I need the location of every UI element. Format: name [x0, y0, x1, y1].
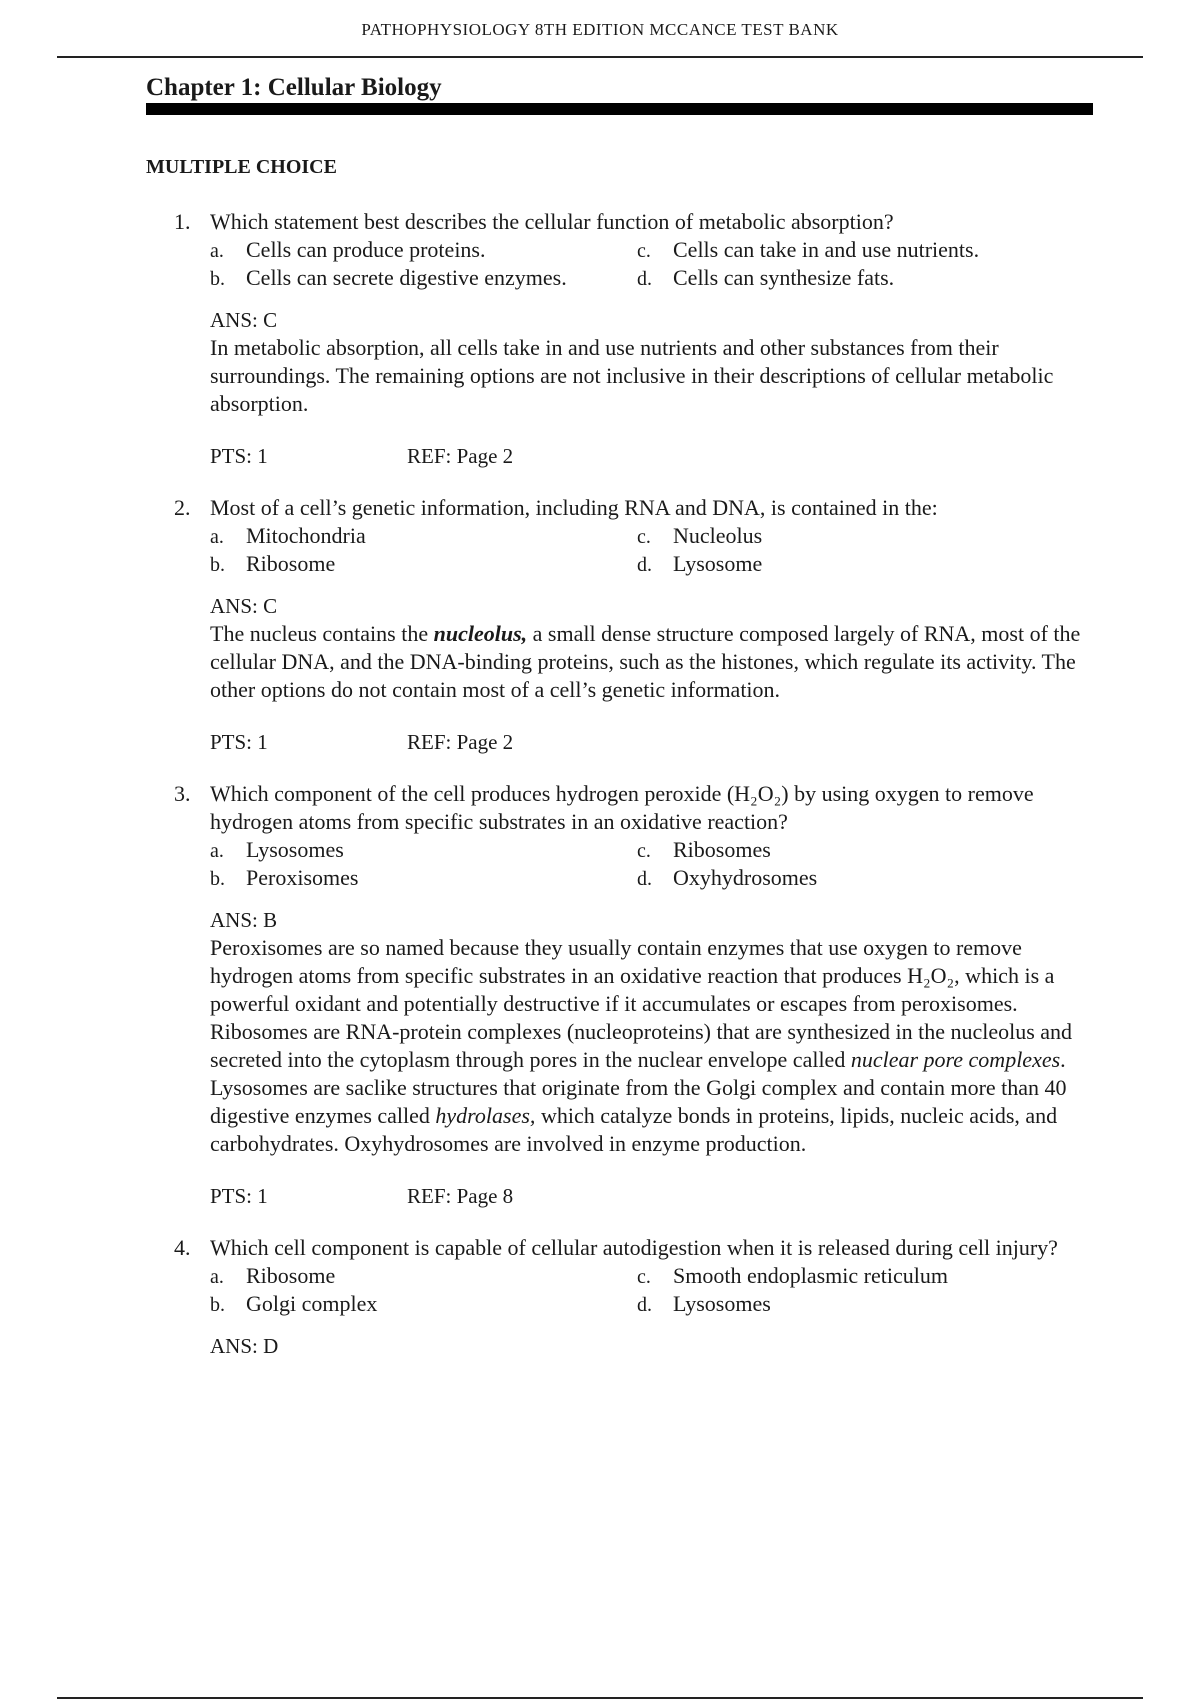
answer-options [210, 522, 1090, 578]
answer-options [210, 836, 1090, 892]
answer-key: ANS: D [210, 1334, 279, 1358]
question-stem [0, 780, 1200, 836]
question-meta [210, 1182, 1200, 1210]
question-meta [210, 728, 1200, 756]
rationale: Peroxisomes are so named because they usually contain enzymes that use oxygen to remove hydrogen atoms from specific substrates in an oxidative reaction that produces H₂O₂, which is a powerful oxidant and potentially destructive if it accumulates or escapes from peroxisomes. Ribosomes are RNA-protein complexes (nucleoproteins) that are synthesized in the nucleolus and secreted into the cytoplasm through pores in the nuclear envelope called nuclear pore complexes. Lysosomes are saclike structures that originate from the Golgi complex and contain more than 40 digestive enzymes called hydrolases, which catalyze bonds in proteins, lipids, nucleic acids, and carbohydrates. Oxyhydrosomes are involved in enzyme production. [210, 935, 1073, 1156]
question-text: Which statement best describes the cellular function of metabolic absorption? [210, 209, 894, 234]
points: PTS: 1 [210, 1184, 268, 1208]
option-b: b. Cells can secrete digestive enzymes. [210, 265, 567, 290]
chapter-title: Chapter 1: Cellular Biology [146, 74, 442, 101]
option-b: b. Ribosome [210, 551, 336, 576]
rationale: In metabolic absorption, all cells take in and use nutrients and other substances from their surroundings. The remaining options are not inclusive in their descriptions of cellular metabolic absorption. [210, 335, 1054, 416]
question-text: Which component of the cell produces hydrogen peroxide (H₂O₂) by using oxygen to remove hydrogen atoms from specific substrates in an oxidative reaction? [210, 781, 1034, 834]
points: PTS: 1 [210, 730, 268, 754]
question-number: 2. [174, 495, 191, 520]
header-divider [57, 56, 1143, 58]
question-text: Which cell component is capable of cellular autodigestion when it is released during cell injury? [210, 1235, 1058, 1260]
question-list [0, 208, 1200, 1384]
question-2 [0, 494, 1200, 756]
option-d: d. Lysosomes [637, 1291, 771, 1316]
running-header: PATHOPHYSIOLOGY 8TH EDITION MCCANCE TEST BANK [361, 20, 839, 39]
option-c: c. Ribosomes [637, 837, 771, 862]
points: PTS: 1 [210, 444, 268, 468]
chapter-title-bar [146, 103, 1093, 115]
option-a: a. Ribosome [210, 1263, 336, 1288]
option-a: a. Cells can produce proteins. [210, 237, 486, 262]
answer-options [210, 236, 1090, 292]
emphasis-term: hydrolases, [435, 1103, 536, 1128]
question-stem [0, 494, 1200, 522]
emphasis-term: nucleolus, [433, 621, 528, 646]
option-b: b. Peroxisomes [210, 865, 359, 890]
question-stem [0, 1234, 1200, 1262]
option-a: a. Lysosomes [210, 837, 344, 862]
option-d: d. Oxyhydrosomes [637, 865, 818, 890]
reference: REF: Page 2 [407, 730, 514, 754]
reference: REF: Page 2 [407, 444, 514, 468]
answer-key: ANS: C [210, 308, 278, 332]
emphasis-term: nuclear pore complexes [850, 1047, 1061, 1072]
answer-key: ANS: B [210, 908, 278, 932]
question-number: 4. [174, 1235, 191, 1260]
question-1 [0, 208, 1200, 470]
option-c: c. Smooth endoplasmic reticulum [637, 1263, 948, 1288]
question-number: 1. [174, 209, 191, 234]
question-4 [0, 1234, 1200, 1360]
answer-key: ANS: C [210, 594, 278, 618]
question-number: 3. [174, 781, 191, 806]
question-meta [210, 442, 1200, 470]
rationale: The nucleus contains the nucleolus, a small dense structure composed largely of RNA, most of the cellular DNA, and the DNA-binding proteins, such as the histones, which regulate its activity. The other options do not contain most of a cell’s genetic information. [210, 621, 1081, 702]
option-c: c. Nucleolus [637, 523, 763, 548]
option-a: a. Mitochondria [210, 523, 366, 548]
reference: REF: Page 8 [407, 1184, 514, 1208]
option-d: d. Lysosome [637, 551, 763, 576]
answer-options [210, 1262, 1090, 1318]
option-d: d. Cells can synthesize fats. [637, 265, 895, 290]
option-b: b. Golgi complex [210, 1291, 378, 1316]
question-text: Most of a cell’s genetic information, including RNA and DNA, is contained in the: [210, 495, 938, 520]
option-c: c. Cells can take in and use nutrients. [637, 237, 980, 262]
question-3 [0, 780, 1200, 1210]
question-stem [0, 208, 1200, 236]
footer-divider [57, 1697, 1143, 1699]
section-title: MULTIPLE CHOICE [146, 156, 337, 178]
